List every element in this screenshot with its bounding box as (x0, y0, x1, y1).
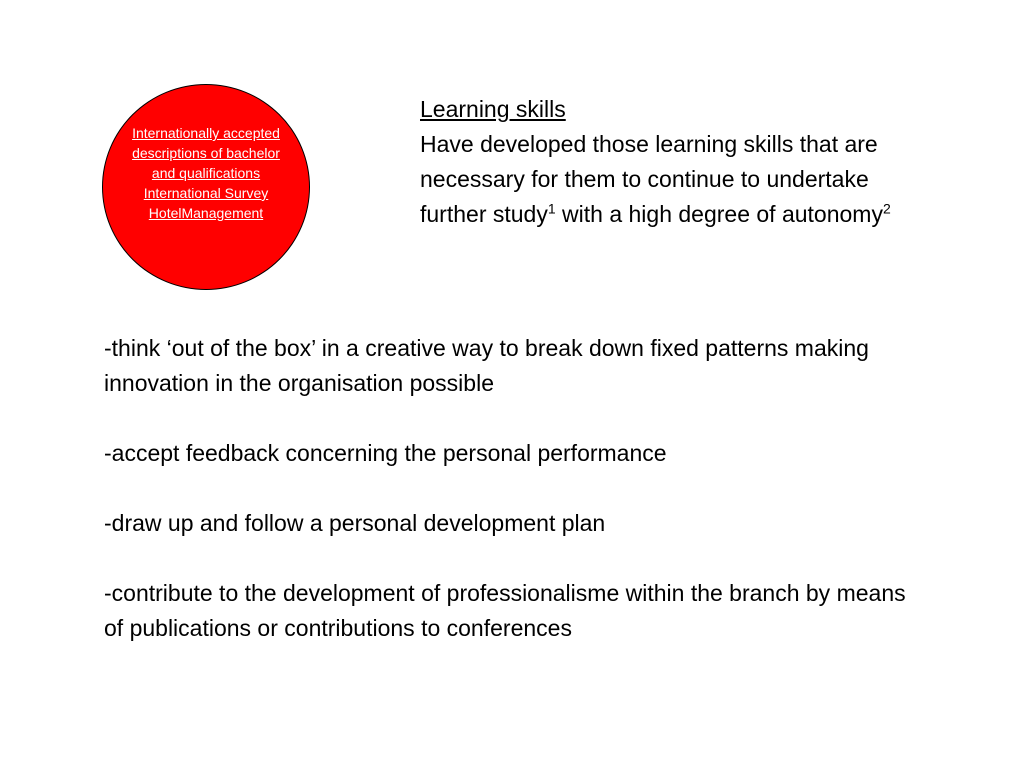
link-internationally-accepted[interactable]: Internationally accepted (132, 125, 280, 141)
skill-item-think-out-of-box: -think ‘out of the box’ in a creative way to break down fixed patterns making innovation in the organisation possible (104, 335, 869, 396)
link-hotel-management[interactable]: HotelManagement (148, 205, 264, 221)
learning-body-text-2: with a high degree of autonomy (555, 201, 883, 227)
skill-item-contribute-professionalisme: -contribute to the development of professionalisme within the branch by means of publications or contributions to conferences (104, 580, 906, 641)
learning-skills-body (420, 131, 891, 227)
link-descriptions-of-bachelor[interactable]: descriptions of bachelor (132, 145, 280, 161)
red-circle-hyperlink-shape (102, 84, 310, 290)
link-and-qualifications[interactable]: and qualifications (151, 165, 261, 181)
circle-links (132, 123, 280, 223)
skills-list (104, 331, 924, 681)
learning-skills-title: Learning skills (420, 96, 566, 122)
link-international-survey[interactable]: International Survey (143, 185, 269, 201)
learning-skills-block (420, 92, 940, 232)
learning-body-text-1: Have developed those learning skills that are necessary for them to continue to undertake further study (420, 131, 878, 227)
skill-item-development-plan: -draw up and follow a personal development plan (104, 510, 606, 536)
skill-item-accept-feedback: -accept feedback concerning the personal performance (104, 440, 667, 466)
footnote-marker-1: 1 (547, 200, 556, 217)
footnote-marker-2: 2 (882, 200, 891, 217)
